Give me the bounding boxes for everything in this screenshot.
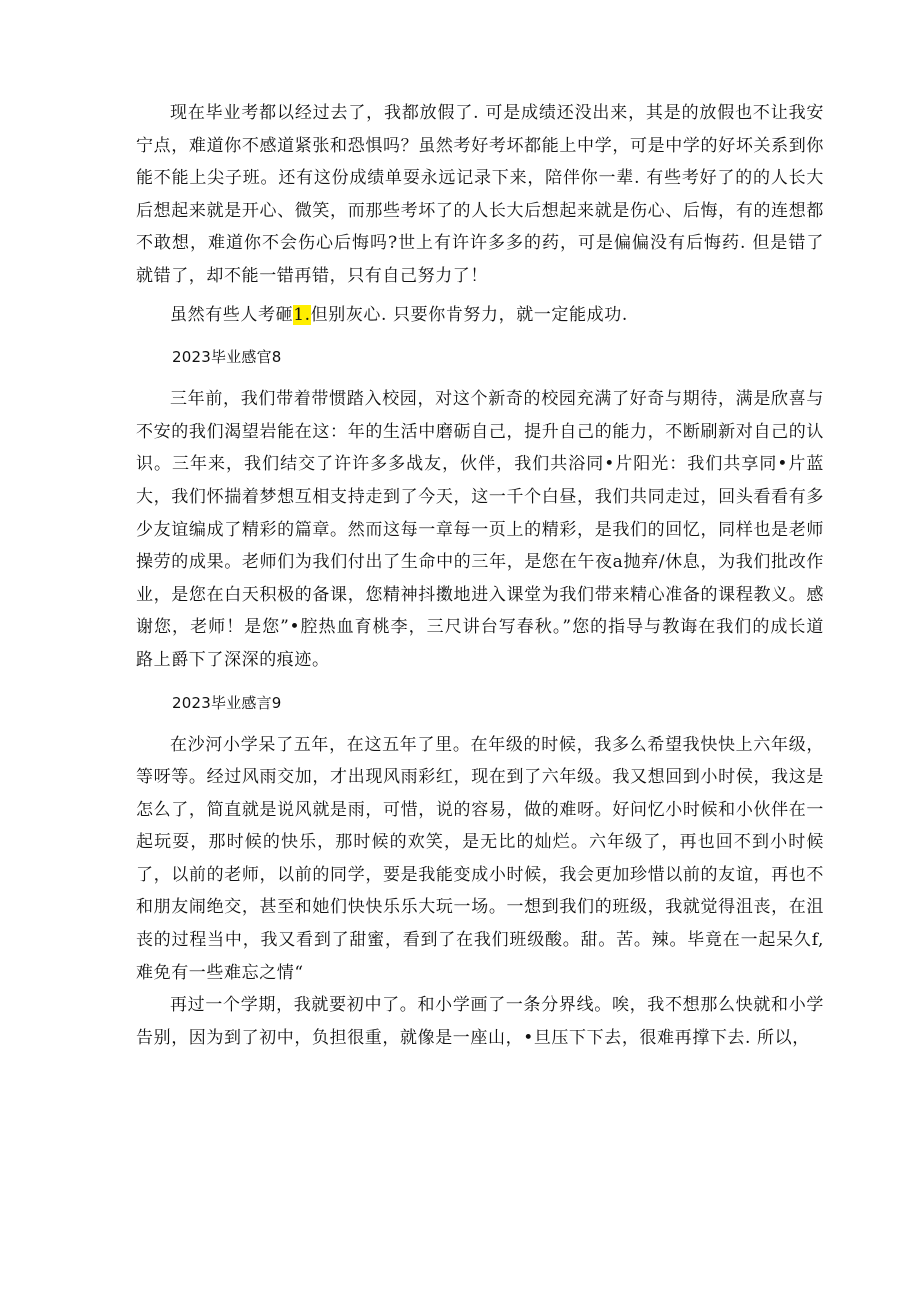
- paragraph-encourage: [136, 299, 824, 332]
- paragraph-exam: 现在毕业考都以经过去了，我都放假了. 可是成绩还没出来，其是的放假也不让我安宁点，难道你不感道紧张和恐惧吗？虽然考好考坏都能上中学，可是中学的好坏关系到你能不能上尖子班。还有这份成绩单耍永远记录下来，陪伴你一辈. 有些考好了的的人长大后想起来就是开心、微笑，而那些考坏了的人长大后想起来就是伤心、后悔，有的连想都不敢想，难道你不会伤心后悔吗?世上有许许多多的药，可是偏偏没有后悔药. 但是错了就错了，却不能一错再错，只有自己努力了！: [136, 103, 824, 286]
- section-heading-8: 2023毕业感官8: [172, 348, 282, 367]
- paragraph-encourage-start: 虽然有些人考砸: [170, 304, 294, 325]
- paragraph-three-years: 三年前，我们带着带惯踏入校园，对这个新奇的校园充满了好奇与期待，满是欣喜与不安的我们渴望岩能在这：年的生活中磨砺自己，提升自己的能力，不断刷新对自己的认识。三年来，我们结交了许许多多战友，伙伴，我们共浴同•片阳光：我们共享同•片蓝大，我们怀揣着梦想互相支持走到了今天，这一千个白昼，我们共同走过，回头看看有多少友谊编成了精彩的篇章。然而这每一章每一页上的精彩，是我们的回忆，同样也是老师操劳的成果。老师们为我们付出了生命中的三年，是您在午夜a抛弃/休息，为我们批改作业，是您在白天积极的备课，您精神抖擞地进入课堂为我们带来精心准备的课程教义。感谢您，老师！是您”•腔热血育桃李，三尺讲台写春秋。”您的指导与教诲在我们的成长道路上爵下了深深的痕迹。: [136, 389, 824, 670]
- section-heading-9: 2023毕业感言9: [172, 693, 282, 712]
- paragraph-shahe-school: 在沙河小学呆了五年，在这五年了里。在年级的时候，我多么希望我快快上六年级，等呀等。经过风雨交加，才出现风雨彩红，现在到了六年级。我又想回到小时侯，我这是怎么了，简直就是说风就是雨，可惜，说的容易，做的难呀。好问忆小时候和小伙伴在一起玩耍，那时候的快乐，那时候的欢笑，是无比的灿烂。六年级了，再也回不到小时候了，以前的老师，以前的同学，要是我能变成小时候，我会更加珍惜以前的友谊，再也不和朋友闹绝交，甚至和她们快快乐乐大玩一场。一想到我们的班级，我就觉得沮丧，在沮丧的过程当中，我又看到了甜蜜，看到了在我们班级酸。甜。苦。辣。毕竟在一起呆久f,难免有一些难忘之情“: [136, 734, 824, 983]
- paragraph-encourage-end: 但别灰心. 只要你肯努力，就一定能成功.: [310, 304, 628, 325]
- paragraph-next-semester: 再过一个学期，我就要初中了。和小学画了一条分界线。唉，我不想那么快就和小学告别，因为到了初中，负担很重，就像是一座山，•旦压下下去，很难再撑下去. 所以，: [136, 995, 824, 1048]
- highlighted-text: 1.: [293, 304, 311, 325]
